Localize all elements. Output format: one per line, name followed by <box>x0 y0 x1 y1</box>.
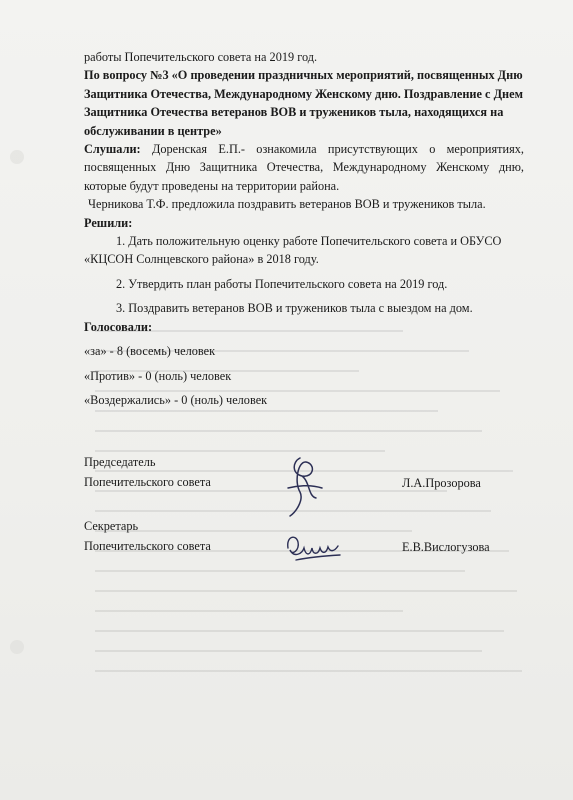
chairman-council: Попечительского совета <box>84 475 211 489</box>
decided-label: Решили: <box>84 215 133 230</box>
document-body <box>84 48 524 409</box>
vote-line: «Против» - 0 (ноль) человек <box>84 368 232 383</box>
listened-label: Слушали: <box>84 142 141 157</box>
secretary-title: Секретарь <box>84 519 139 533</box>
punch-hole-mark <box>10 150 24 164</box>
voted-label: Голосовали: <box>84 319 153 334</box>
proposal-line: Черникова Т.Ф. предложила поздравить ветеранов ВОВ и тружеников тыла. <box>88 197 486 212</box>
chairman-name: Л.А.Прозорова <box>402 476 481 490</box>
decision-item: 3. Поздравить ветеранов ВОВ и тружеников тыла с выездом на дом. <box>116 301 473 316</box>
decision-item: 1. Дать положительную оценку работе Попечительского совета и ОБУСО «КЦСОН Солнцевского района» в 2018 году. <box>84 234 502 267</box>
decision-item: 2. Утвердить план работы Попечительского совета на 2019 год. <box>116 276 448 291</box>
secretary-name: Е.В.Вислогузова <box>402 540 490 554</box>
vote-line: «за» - 8 (восемь) человек <box>84 344 216 359</box>
secretary-council: Попечительского совета <box>84 539 211 553</box>
item3-heading: По вопросу №3 «О проведении праздничных мероприятий, посвященных Дню Защитника Отечества, Международному Женскому дню. Поздравление с Днем Защитника Отечества ветеранов ВОВ и тружеников тыла, находящихся на обслуживании в центре» <box>84 68 523 138</box>
vote-line: «Воздержались» - 0 (ноль) человек <box>84 392 268 407</box>
listened-text: Доренская Е.П.- ознакомила присутствующих о мероприятиях, посвященных Дню Защитника Отечества, Международному Женскому дню, которые будут проведены на территории района. <box>84 142 524 193</box>
punch-hole-mark <box>10 640 24 654</box>
chairman-signature <box>270 452 340 522</box>
chairman-title: Председатель <box>84 455 156 469</box>
secretary-signature <box>282 528 344 568</box>
previous-item-tail: работы Попечительского совета на 2019 год. <box>84 50 318 64</box>
listened-paragraph <box>84 140 524 195</box>
